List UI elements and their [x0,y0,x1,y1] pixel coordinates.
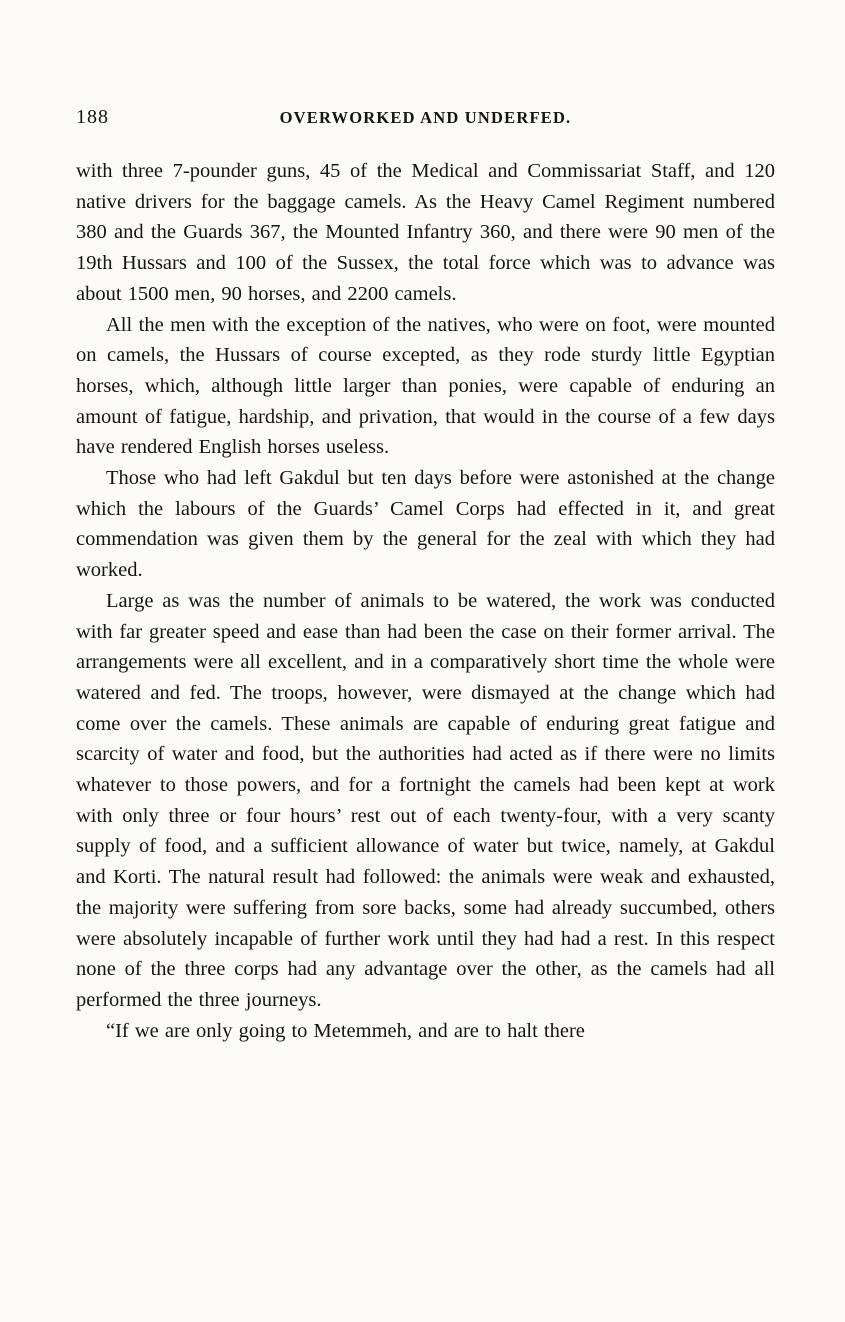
paragraph: with three 7-pounder guns, 45 of the Medical and Commissariat Staff, and 120 native drivers for the baggage camels. As the Heavy Camel Regiment numbered 380 and the Guards 367, the Mounted Infantry 360, and there were 90 men of the 19th Hussars and 100 of the Sussex, the total force which was to advance was about 1500 men, 90 horses, and 2200 camels. [76,160,775,305]
paragraph: “If we are only going to Metemmeh, and are to halt there [106,1019,585,1042]
page-header [76,106,775,136]
page-number: 188 [76,106,109,128]
running-header-title: OVERWORKED AND UNDERFED. [279,108,572,127]
paragraph: Large as was the number of animals to be watered, the work was conducted with far greater speed and ease than had been the case on their former arrival. The arrangements were all excellent, and in a comparatively short time the whole were watered and fed. The troops, however, were dismayed at the change which had come over the camels. These animals are capable of enduring great fatigue and scarcity of water and food, but the authorities had acted as if there were no limits whatever to those powers, and for a fortnight the camels had been kept at work with only three or four hours’ rest out of each twenty-four, with a very scanty supply of food, and a sufficient allowance of water but twice, namely, at Gakdul and Korti. The natural result had followed: the animals were weak and exhausted, the majority were suffering from sore backs, some had already succumbed, others were absolutely incapable of further work until they had had a rest. In this respect none of the three corps had any advantage over the other, as the camels had all performed the three journeys. [76,589,775,1011]
page-body [76,156,775,1046]
paragraph: All the men with the exception of the natives, who were on foot, were mounted on camels, the Hussars of course excepted, as they rode sturdy little Egyptian horses, which, although little larger than ponies, were capable of enduring an amount of fatigue, hardship, and privation, that would in the course of a few days have rendered English horses useless. [76,313,775,459]
paragraph: Those who had left Gakdul but ten days before were astonished at the change which the labours of the Guards’ Camel Corps had effected in it, and great commendation was given them by the general for the zeal with which they had worked. [76,467,775,582]
